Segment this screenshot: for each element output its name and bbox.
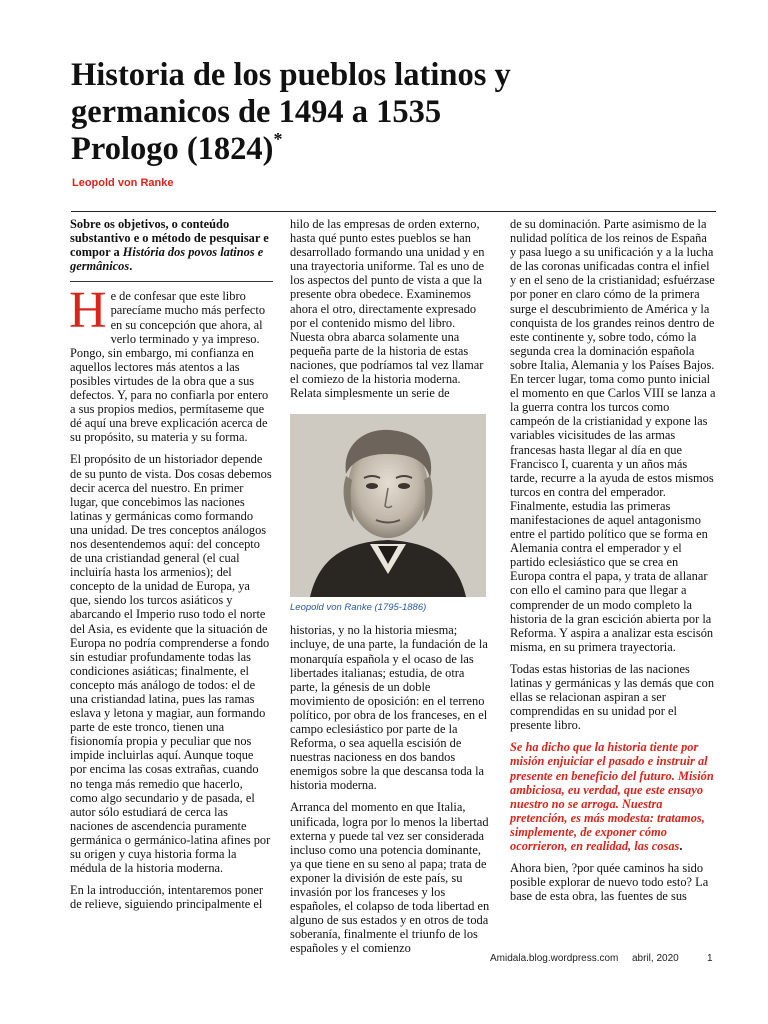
paragraph: hilo de las empresas de orden externo, hasta qué punto estes pueblos se han desarrollado formando una unidad y en una trayectoria uniforme. Tal es uno de los aspectos del punto de vista a que la presente obra obedece. Examinemos ahora el otro, directamente expresado por el contenido mismo del libro. Nuesta obra abarca solamente una pequeña parte de la historia de estas naciones, que podríamos tal vez llamar el comiezo de la historia moderna. Relata simplesmente un serie de <box>290 217 485 401</box>
title-line-3 <box>71 131 711 168</box>
footer-date: abril, 2020 <box>632 953 679 964</box>
highlighted-quote-end: . <box>679 839 683 854</box>
portrait-engraving <box>290 414 486 597</box>
portrait-image <box>290 414 486 597</box>
paragraph: historias, y no la historia miesma; incluye, de una parte, la fundación de la monarquía española y el ocaso de las libertades italianas; estudia, de otra parte, la génesis de un doble movimiento de oposición: en el terreno político, por obra de los franceses, en el campo eclesiástico por parte de la Reforma, o sea aquella escisión de nuestras nacioness en dos bandos enemigos sobre la que descansa toda la historia moderna. <box>290 623 488 793</box>
paragraph: Todas estas historias de las naciones latinas y germánicas y las demás que con ellas se relacionan aspiran a ser comprendidas en su unidad por el presente libro. <box>510 661 715 733</box>
abstract-italic-title: História dos povos latinos e germânicos <box>70 245 264 274</box>
highlighted-quote <box>510 740 716 853</box>
drop-cap: H <box>69 282 107 340</box>
author-name: Leopold von Ranke <box>72 177 174 189</box>
title-line-1: Historia de los pueblos latinos y <box>71 57 511 93</box>
paragraph: de su dominación. Parte asimismo de la nulidad política de los reinos de España y pasa luego a su unificación y a la lucha de las coronas unificadas contra el infiel y en el seno de la cristianidad; esfuérzase por poner en claro cómo de la primera surge el descubrimiento de América y la conquista de los grandes reinos dentro de este continente y, sobre todo, cómo la segunda crea la dominación española sobre Italia, Alemania y los Países Bajos. En tercer lugar, toma como punto inicial el momento en que Carlos VIII se lanza a la guerra contra los turcos como campeón de la cristianidad y expone las variables vicisitudes de las armas francesas hasta llegar al día en que Francisco I, cuarenta y un años más tarde, recurre a la ayuda de estos mismos turcos en contra del emperador. Finalmente, estudia las primeras manifestaciones de aquel antagonismo entre el partido político que se forma en Alemania contra el emperador y el partido eclesiástico que se crea en Europa contra el papa, y trata de allanar con ello el camino para que llegar a comprender de un modo completo la historia de la gran escición abierta por la Reforma. Y aspira a analizar esta escisón misma, en su primera trayectoria. <box>510 217 716 654</box>
title-line-2: germanicos de 1494 a 1535 <box>71 94 442 130</box>
footnote-mark: * <box>273 129 283 149</box>
header-divider <box>71 211 716 212</box>
column-1 <box>70 217 273 919</box>
column-2 <box>290 217 492 963</box>
page-number: 1 <box>707 953 713 964</box>
abstract-text: Sobre os objetivos, o conteúdo substantivo e o método de pesquisar e compor a <box>70 217 269 260</box>
abstract-end: . <box>129 259 133 274</box>
portrait-caption: Leopold von Ranke (1795-1886) <box>290 602 427 614</box>
title-line-3-text: Prologo (1824) <box>71 131 274 167</box>
abstract <box>70 217 273 273</box>
highlighted-quote-text: Se ha dicho que la historia tiente por misión enjuiciar el pasado e instruir al presente en beneficio del futuro. Misión ambiciosa, eu verdad, que este ensayo nuestro no se arroga. Nuestra pretención, es más modesta: tratamos, simplemente, de exponer cómo ocorrieron, en realidad, las cosas <box>510 740 714 854</box>
paragraph: Ahora bien, ?por quée caminos ha sido posible explorar de nuevo todo esto? La base de esta obra, las fuentes de sus <box>510 861 709 904</box>
article-title <box>71 57 711 168</box>
column-3 <box>510 217 716 911</box>
footer-site: Amidala.blog.wordpress.com <box>490 953 619 964</box>
paragraph: En la introducción, intentaremos poner de relieve, siguiendo principalmente el <box>70 883 264 912</box>
paragraph-intro-text: e de confesar que este libro parecíame mucho más perfecto en su concepción que ahora, al verlo terminado y ya impreso. Pongo, sin embargo, mi confianza en aquellos lectores más atentos a las posibles virtudes de la obra que a sus defectos. Y, para no confiarla por entero a sus propios medios, permítaseme que dé aquí una breve explicación acerca de su propósito, su materia y su forma. <box>70 289 269 445</box>
paragraph-intro <box>69 282 273 445</box>
paragraph: El propósito de un historiador depende de su punto de vista. Dos cosas debemos decir acerca del nuestro. En primer lugar, que concebimos las naciones latinas y germánicas como formando una unidad. De tres conceptos análogos nos desentendemos aquí: del concepto de una cristiandad general (el cual incluiría hasta los armenios); del concepto de la unidad de Europa, ya que, siendo los turcos asiáticos y abarcando el Imperio ruso todo el norte del Asia, es evidente que la situación de Europa no podría comprenderse a fondo sin estudiar profundamente todas las condiciones asiáticas; finalmente, el concepto más análogo de todos: el de una cristiandad latina, pues las ramas eslava y letona y magiar, aun formando parte de este tronco, tienen una fisionomía propia y peculiar que nos impide incluirlas aquí. Aunque toque por encima las cosas extrañas, cuando no tenga más remedio que hacerlo, como algo secundario y de pasada, el autor sólo estudiará de cerca las naciones de ascendencia puramente germánica o germánico-latina afines por su origen y cuya historia forma la médula de la historia moderna. <box>70 452 272 876</box>
paragraph: Arranca del momento en que Italia, unificada, logra por lo menos la libertad externa y puede tal vez ser considerada incluso como una potencia dominante, ya que tiene en su seno al papa; trata de exponer la división de este país, su invasión por los franceses y los españoles, el colapso de toda libertad en alguno de sus estados y en otros de toda soberanía, finalmente el triunfo de los españoles y el comienzo <box>290 800 490 956</box>
